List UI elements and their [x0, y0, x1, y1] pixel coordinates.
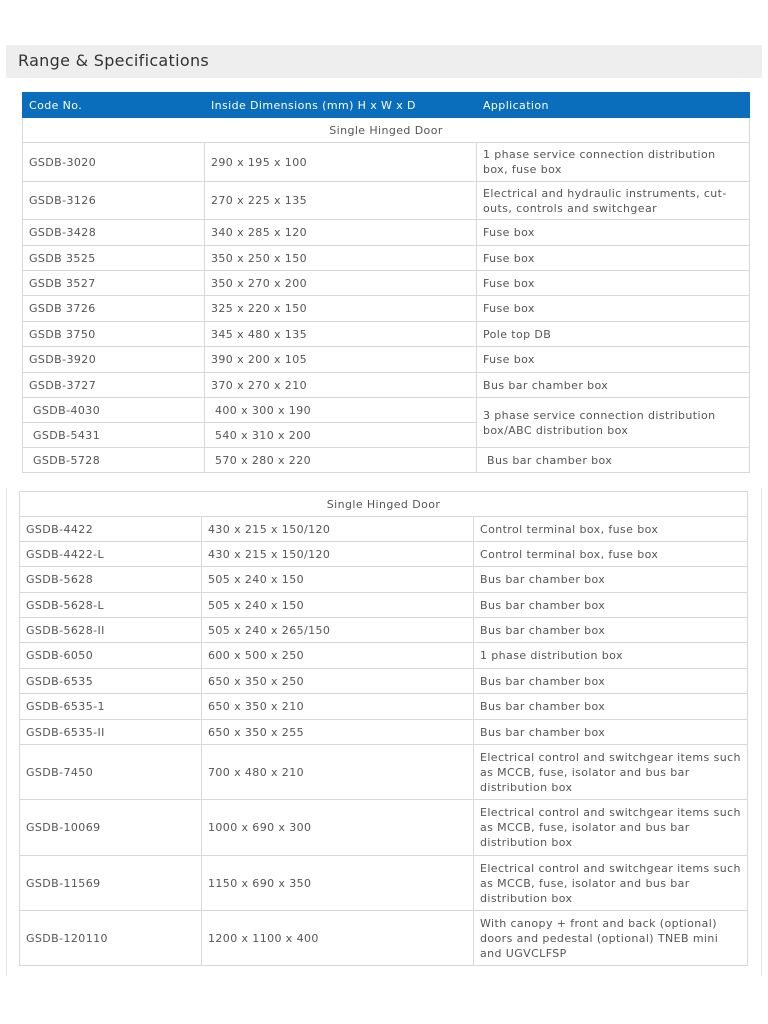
cell-app: Fuse box	[477, 246, 750, 271]
section-row	[20, 492, 748, 517]
cell-dims: 505 x 240 x 150	[202, 593, 474, 618]
cell-dims: 340 x 285 x 120	[205, 220, 477, 246]
cell-dims: 700 x 480 x 210	[202, 745, 474, 800]
cell-app: With canopy + front and back (optional) doors and pedestal (optional) TNEB mini and UGVCLFSP	[474, 911, 748, 966]
cell-app: Fuse box	[477, 296, 750, 322]
cell-app: 3 phase service connection distribution box/ABC distribution box	[477, 398, 750, 448]
cell-code: GSDB-6535-II	[20, 720, 202, 745]
cell-code: GSDB-3727	[23, 373, 205, 398]
table-row	[20, 745, 748, 800]
cell-code: GSDB-6050	[20, 643, 202, 669]
cell-app: Bus bar chamber box	[474, 567, 748, 593]
cell-app: Control terminal box, fuse box	[474, 542, 748, 567]
cell-app: Electrical and hydraulic instruments, cut-outs, controls and switchgear	[477, 182, 750, 220]
spec-table-1	[22, 92, 750, 473]
page-title: Range & Specifications	[18, 51, 210, 70]
table-row	[20, 911, 748, 966]
table-row	[20, 567, 748, 593]
section-label: Single Hinged Door	[23, 118, 750, 143]
cell-dims: 345 x 480 x 135	[205, 322, 477, 347]
table-row	[20, 593, 748, 618]
cell-app: Electrical control and switchgear items such as MCCB, fuse, isolator and bus bar distribution box	[474, 745, 748, 800]
cell-code: GSDB 3726	[23, 296, 205, 322]
cell-code: GSDB-5728	[23, 448, 205, 473]
cell-dims: 1000 x 690 x 300	[202, 800, 474, 856]
cell-code: GSDB-6535-1	[20, 694, 202, 720]
cell-code: GSDB-120110	[20, 911, 202, 966]
section-row	[23, 118, 750, 143]
table-row	[23, 347, 750, 373]
cell-dims: 400 x 300 x 190	[205, 398, 477, 423]
cell-dims: 540 x 310 x 200	[205, 423, 477, 448]
cell-dims: 350 x 270 x 200	[205, 271, 477, 296]
cell-code: GSDB-5628-II	[20, 618, 202, 643]
cell-app: 1 phase distribution box	[474, 643, 748, 669]
cell-dims: 505 x 240 x 150	[202, 567, 474, 593]
header-application: Application	[477, 93, 750, 118]
cell-code: GSDB-5628-L	[20, 593, 202, 618]
cell-app: Fuse box	[477, 347, 750, 373]
cell-dims: 650 x 350 x 210	[202, 694, 474, 720]
table-row	[23, 182, 750, 220]
cell-app: Electrical control and switchgear items such as MCCB, fuse, isolator and bus bar distribution box	[474, 856, 748, 911]
cell-dims: 430 x 215 x 150/120	[202, 542, 474, 567]
cell-code: GSDB-6535	[20, 669, 202, 694]
cell-code: GSDB-3428	[23, 220, 205, 246]
cell-app: Fuse box	[477, 220, 750, 246]
cell-dims: 1150 x 690 x 350	[202, 856, 474, 911]
cell-app: Bus bar chamber box	[474, 669, 748, 694]
cell-code: GSDB-4422-L	[20, 542, 202, 567]
cell-dims: 390 x 200 x 105	[205, 347, 477, 373]
cell-code: GSDB-11569	[20, 856, 202, 911]
cell-app: Electrical control and switchgear items such as MCCB, fuse, isolator and bus bar distribution box	[474, 800, 748, 856]
cell-dims: 1200 x 1100 x 400	[202, 911, 474, 966]
table-row	[23, 398, 750, 423]
cell-app: Fuse box	[477, 271, 750, 296]
cell-code: GSDB 3527	[23, 271, 205, 296]
cell-code: GSDB-5628	[20, 567, 202, 593]
table-row	[23, 271, 750, 296]
spec-table-2	[19, 491, 748, 966]
table-row	[23, 143, 750, 182]
table-row	[23, 322, 750, 347]
table-row	[23, 296, 750, 322]
cell-code: GSDB-4422	[20, 517, 202, 542]
section-label: Single Hinged Door	[20, 492, 748, 517]
cell-app: Bus bar chamber box	[474, 694, 748, 720]
cell-app: Control terminal box, fuse box	[474, 517, 748, 542]
cell-code: GSDB-4030	[23, 398, 205, 423]
cell-app: Bus bar chamber box	[477, 373, 750, 398]
cell-dims: 325 x 220 x 150	[205, 296, 477, 322]
header-dimensions: Inside Dimensions (mm) H x W x D	[205, 93, 477, 118]
cell-app: Bus bar chamber box	[474, 618, 748, 643]
table-header-row	[23, 93, 750, 118]
table-row	[20, 643, 748, 669]
cell-dims: 370 x 270 x 210	[205, 373, 477, 398]
table-row	[23, 373, 750, 398]
cell-dims: 570 x 280 x 220	[205, 448, 477, 473]
table-row	[20, 694, 748, 720]
cell-app: Bus bar chamber box	[474, 720, 748, 745]
table-row	[20, 618, 748, 643]
cell-dims: 650 x 350 x 250	[202, 669, 474, 694]
cell-dims: 505 x 240 x 265/150	[202, 618, 474, 643]
cell-code: GSDB-3126	[23, 182, 205, 220]
cell-app: Bus bar chamber box	[477, 448, 750, 473]
table-row	[20, 720, 748, 745]
cell-code: GSDB-7450	[20, 745, 202, 800]
cell-app: Pole top DB	[477, 322, 750, 347]
table-row	[20, 856, 748, 911]
cell-dims: 350 x 250 x 150	[205, 246, 477, 271]
table-row	[23, 448, 750, 473]
header-code-no: Code No.	[23, 93, 205, 118]
cell-code: GSDB-5431	[23, 423, 205, 448]
cell-dims: 290 x 195 x 100	[205, 143, 477, 182]
cell-code: GSDB 3525	[23, 246, 205, 271]
card-border-left	[6, 488, 7, 976]
cell-app: 1 phase service connection distribution box, fuse box	[477, 143, 750, 182]
table-row	[20, 542, 748, 567]
cell-code: GSDB-3920	[23, 347, 205, 373]
cell-dims: 430 x 215 x 150/120	[202, 517, 474, 542]
table-row	[20, 669, 748, 694]
table-row	[20, 517, 748, 542]
cell-dims: 650 x 350 x 255	[202, 720, 474, 745]
cell-dims: 270 x 225 x 135	[205, 182, 477, 220]
table-row	[23, 246, 750, 271]
cell-code: GSDB 3750	[23, 322, 205, 347]
table-row	[23, 220, 750, 246]
cell-code: GSDB-10069	[20, 800, 202, 856]
table-row	[20, 800, 748, 856]
cell-dims: 600 x 500 x 250	[202, 643, 474, 669]
cell-app: Bus bar chamber box	[474, 593, 748, 618]
cell-code: GSDB-3020	[23, 143, 205, 182]
card-border-right	[761, 488, 762, 976]
